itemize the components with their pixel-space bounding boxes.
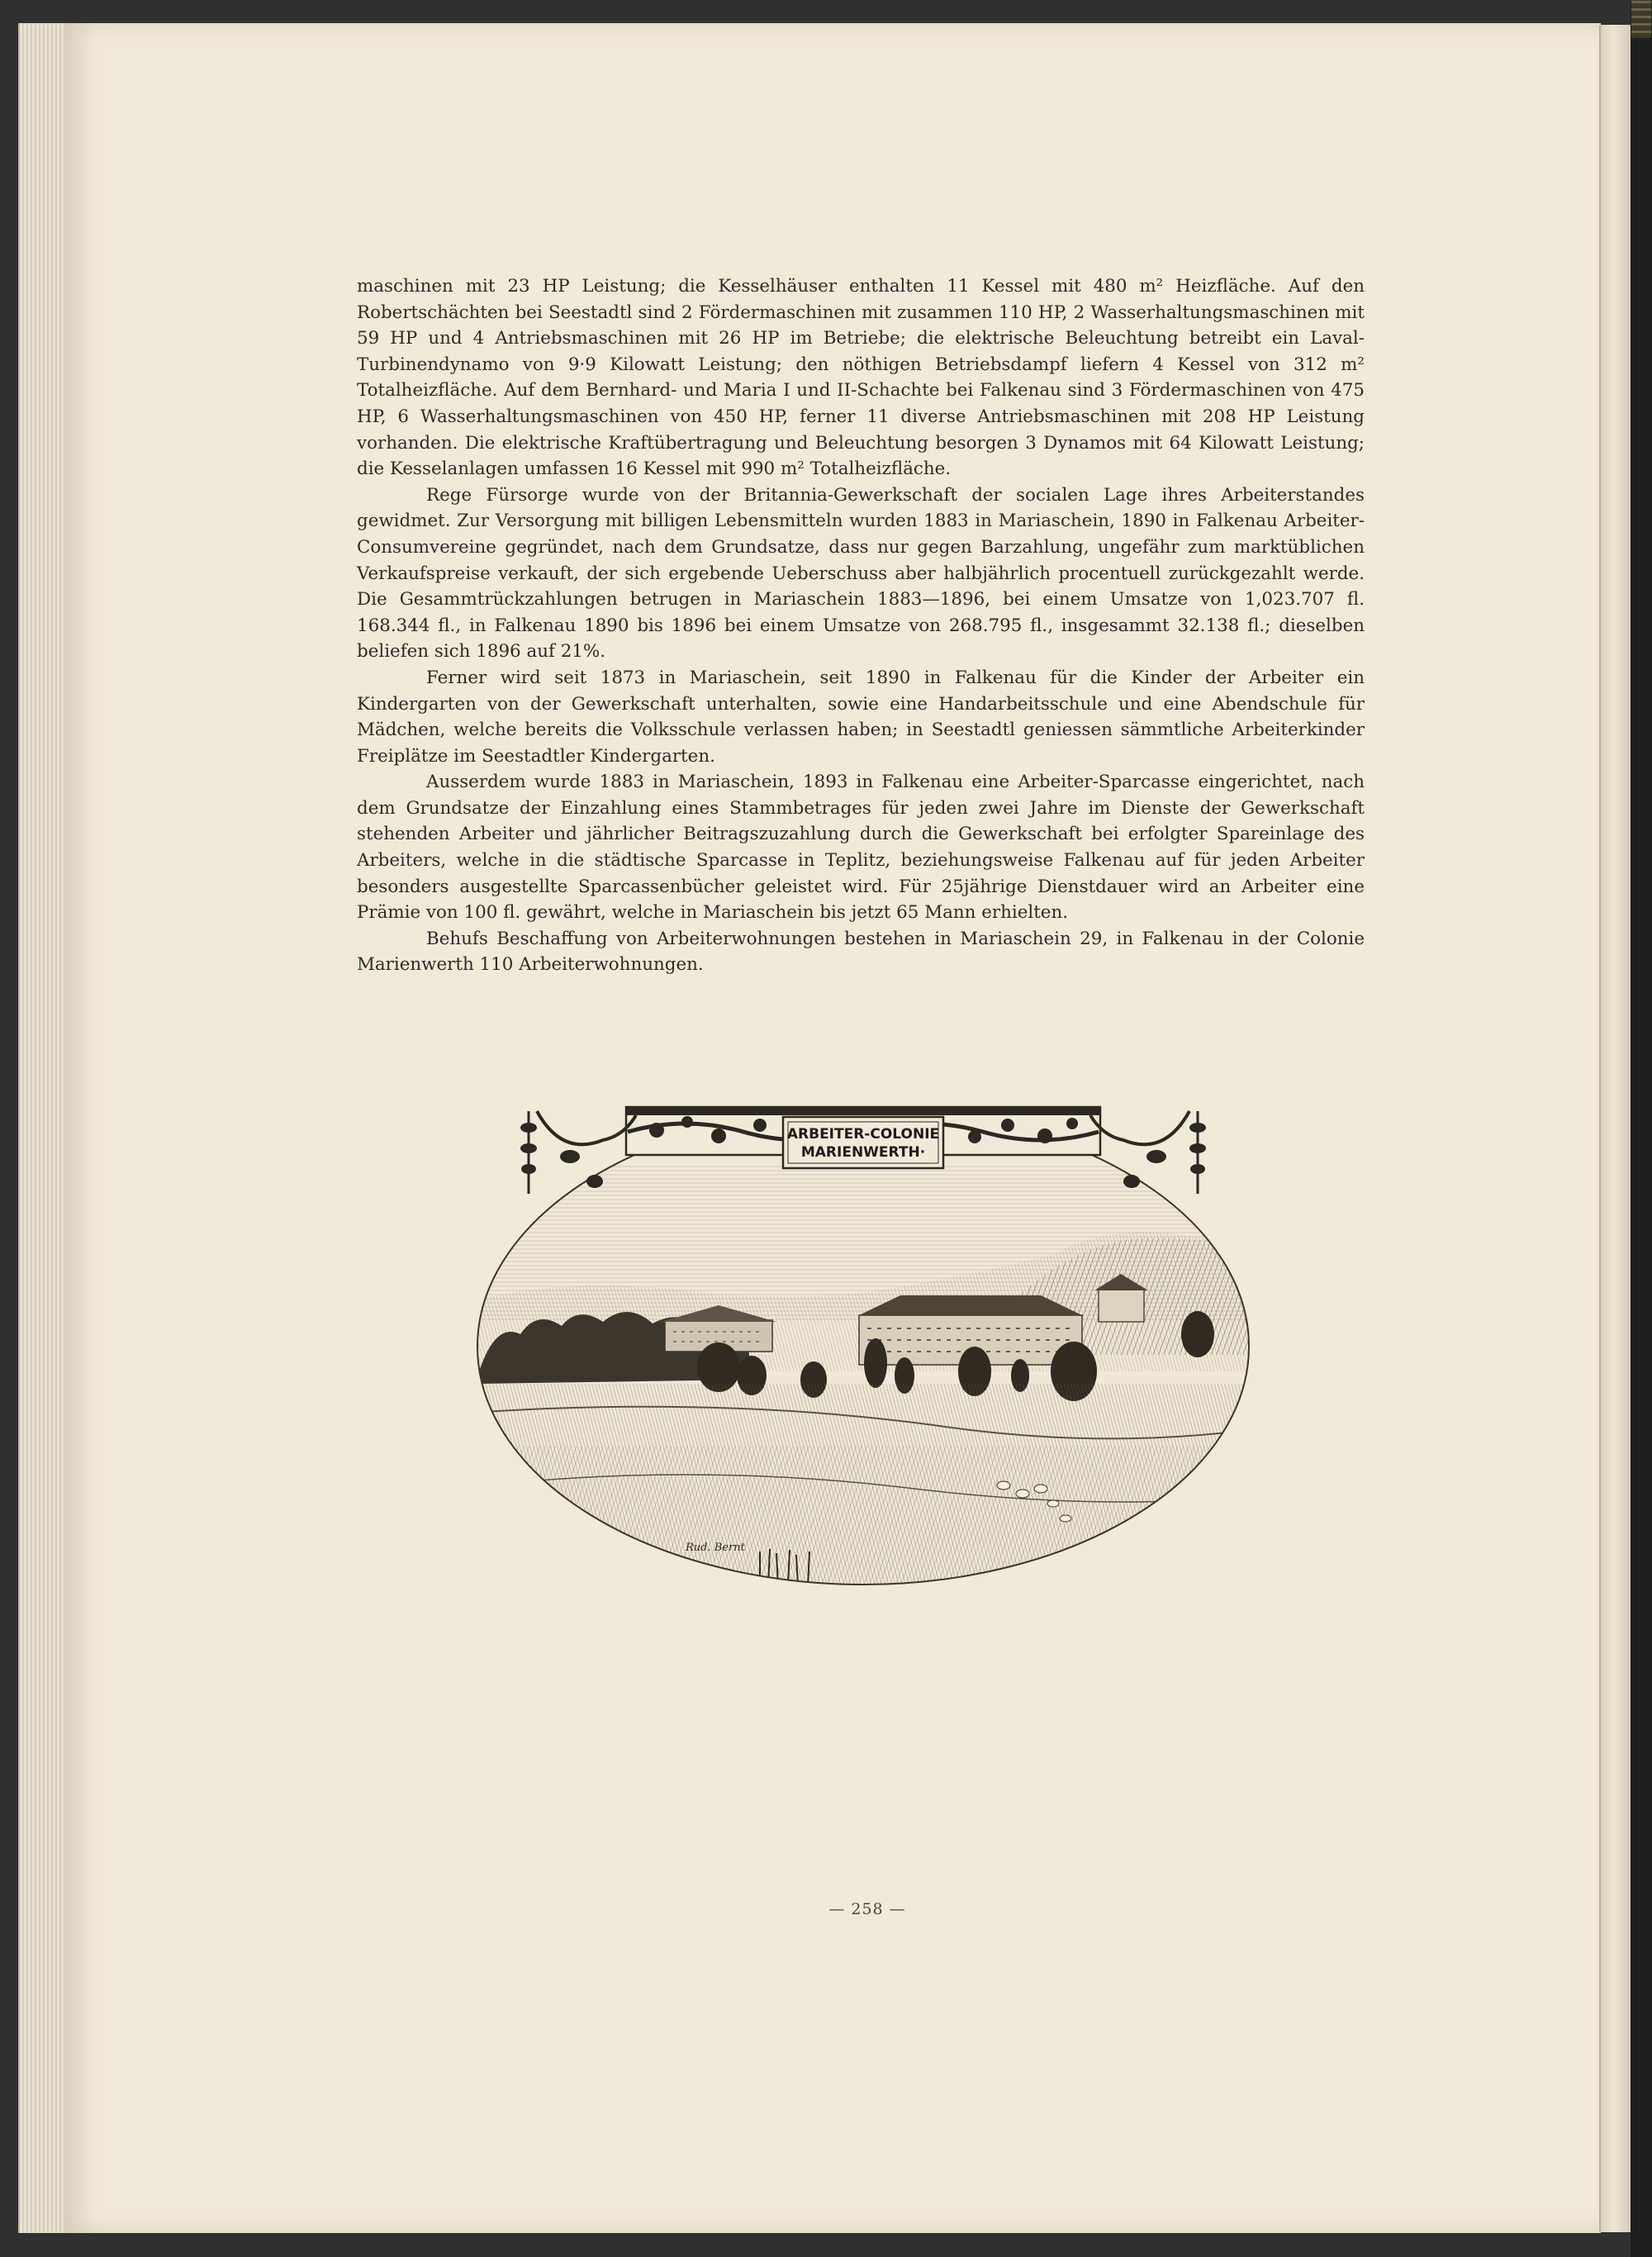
illustration-title-line1: ARBEITER-COLONIE bbox=[786, 1126, 940, 1143]
binding-headband bbox=[1631, 0, 1651, 38]
page-number: — 258 — bbox=[828, 1900, 906, 1918]
paragraph-kindergarten: Ferner wird seit 1873 in Mariaschein, seit 1890 in Falkenau für die Kinder der Arbeiter ein Kindergarten von der Gewerkschaft unterhalten, sowie eine Handarbeitsschule und eine Abendschule für Mädchen, welche bereits die Volksschule verlassen haben; in Seestadtl geniessen sämmtliche Arbeiterkinder Freiplätze im Seestadtler Kindergarten. bbox=[357, 667, 1365, 767]
illustration-title-line2: MARIENWERTH· bbox=[800, 1144, 926, 1161]
paragraph-machinery: maschinen mit 23 HP Leistung; die Kesselhäuser enthalten 11 Kessel mit 480 m² Heizfläche. Auf den Robertschächten bei Seestadtl sind 2 Fördermaschinen mit zusammen 110 HP, 2 Wasserhaltungsmaschinen mit 59 HP und 4 Antriebsmaschinen mit 26 HP im Betriebe; die elektrische Beleuchtung betreibt ein Laval-Turbinendynamo von 9·9 Kilowatt Leistung; den nöthigen Betriebsdampf liefern 4 Kessel von 312 m² Totalheizfläche. Auf dem Bernhard- und Maria I und II-Schachte bei Falkenau sind 3 Fördermaschinen von 475 HP, 6 Wasserhaltungsmaschinen von 450 HP, ferner 11 diverse Antriebsmaschinen mit 208 HP Leistung vorhanden. Die elektrische Kraftübertragung und Beleuchtung besorgen 3 Dynamos mit 64 Kilowatt Leistung; die Kesselanlagen umfassen 16 Kessel mit 990 m² Totalheizfläche. bbox=[357, 276, 1365, 480]
book-binding bbox=[1631, 0, 1652, 2257]
paragraph-welfare: Rege Fürsorge wurde von der Britannia-Gewerkschaft der socialen Lage ihres Arbeiterstandes gewidmet. Zur Versorgung mit billigen Lebensmitteln wurden 1883 in Mariaschein, 1890 in Falkenau Arbeiter-Consumvereine gegründet, nach dem Grundsatze, dass nur gegen Barzahlung, ungefähr zum marktüblichen Verkaufspreise verkauft, der sich ergebende Ueberschuss aber halbjährlich procentuell zurückgezahlt werde. Die Gesammtrückzahlungen betrugen in Mariaschein 1883—1896, bei einem Umsatze von 1,023.707 fl. 168.344 fl., in Falkenau 1890 bis 1896 bei einem Umsatze von 268.795 fl., insgesammt 32.138 fl.; dieselben beliefen sich 1896 auf 21%. bbox=[357, 484, 1365, 663]
body-text bbox=[357, 273, 1365, 978]
paragraph-housing: Behufs Beschaffung von Arbeiterwohnungen bestehen in Mariaschein 29, in Falkenau in der Colonie Marienwerth 110 Arbeiterwohnungen. bbox=[357, 928, 1365, 976]
paragraph-savings: Ausserdem wurde 1883 in Mariaschein, 1893 in Falkenau eine Arbeiter-Sparcasse eingerichtet, nach dem Grundsatze der Einzahlung eines Stammbetrages für jeden zwei Jahre im Dienste der Gewerkschaft stehenden Arbeiter und jährlicher Beitragszuzahlung durch die Gewerkschaft bei erfolgter Spareinlage des Arbeiters, welche in die städtische Sparcasse in Teplitz, beziehungsweise Falkenau auf für jeden Arbeiter besonders ausgestellte Sparcassenbücher geleistet wird. Für 25jährige Dienstdauer wird an Arbeiter eine Prämie von 100 fl. gewährt, welche in Mariaschein bis jetzt 65 Mann erhielten. bbox=[357, 772, 1365, 924]
book-gutter bbox=[1599, 25, 1634, 2232]
page-stack-edge bbox=[18, 23, 68, 2233]
artist-signature: Rud. Bernt bbox=[686, 1542, 745, 1554]
engraving-illustration bbox=[471, 1099, 1256, 1586]
